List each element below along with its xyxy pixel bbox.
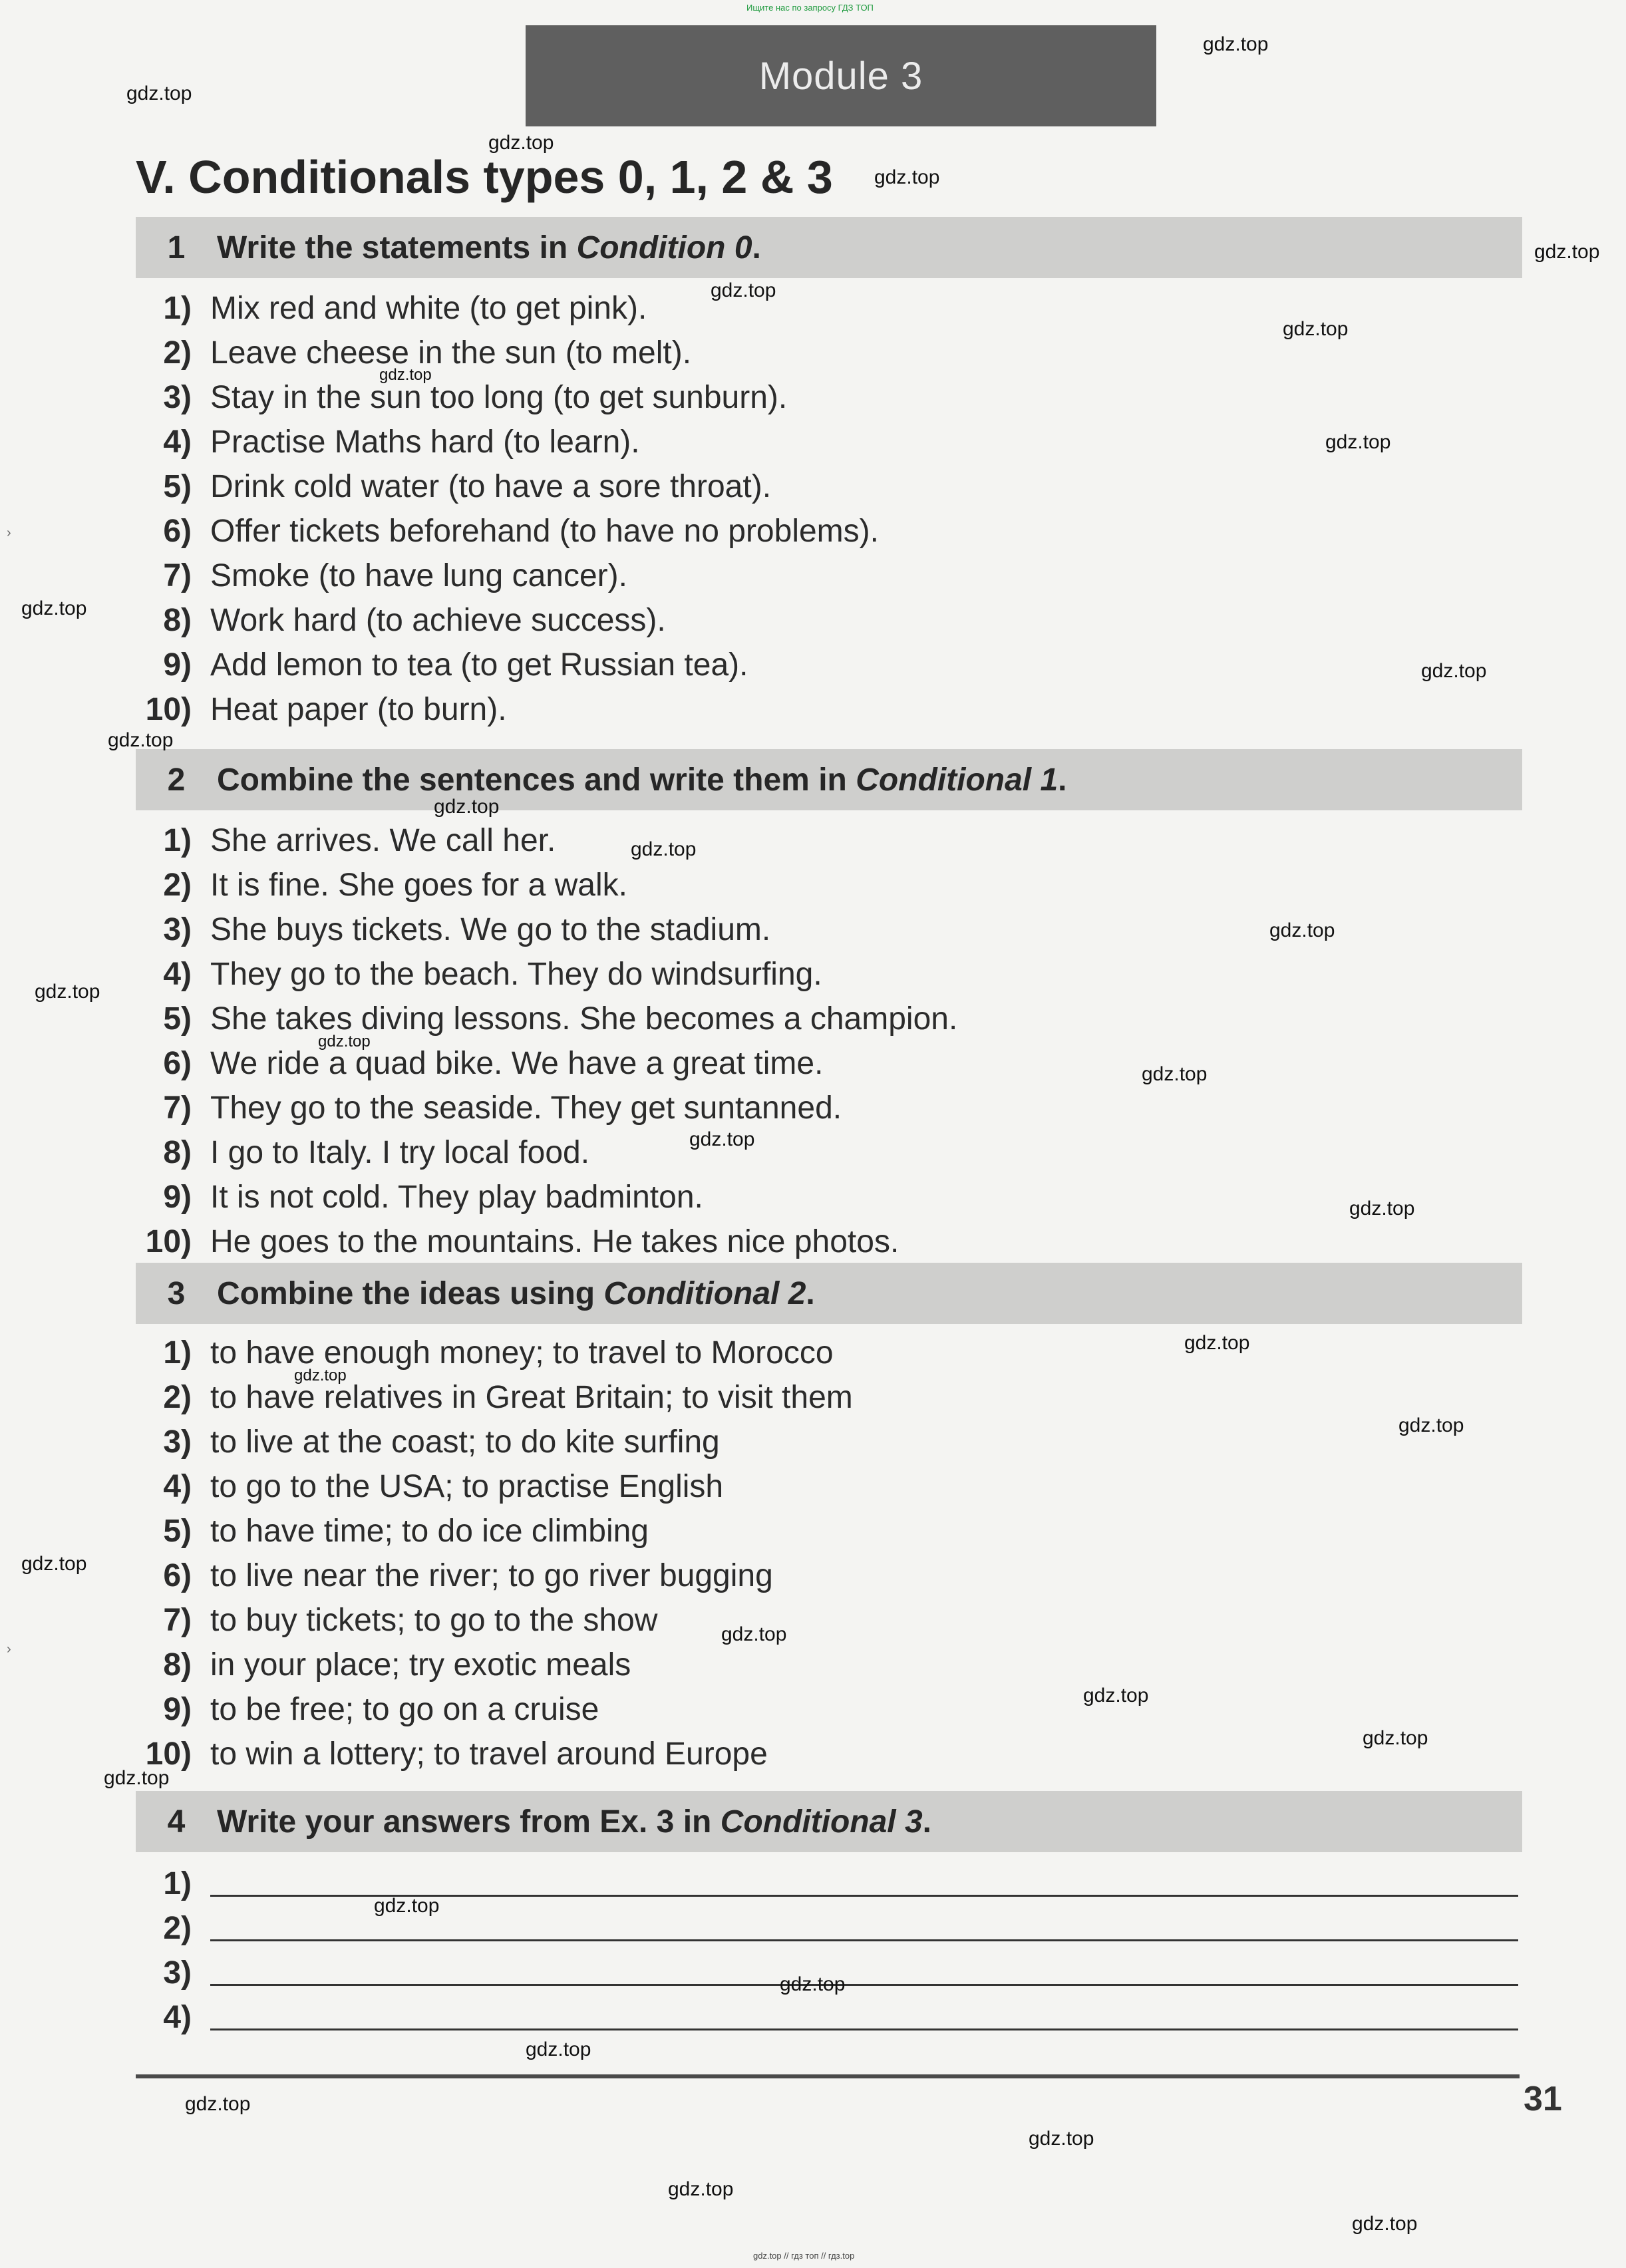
answer-line-row: 4)	[136, 1995, 1518, 2040]
list-item: 7) Smoke (to have lung cancer).	[163, 558, 627, 593]
exercise-number: 2	[167, 762, 186, 798]
watermark: gdz.top	[721, 1623, 787, 1645]
watermark: gdz.top	[1363, 1727, 1428, 1749]
page-number: 31	[1524, 2080, 1562, 2118]
list-item: 3) She buys tickets. We go to the stadium.	[163, 912, 771, 947]
answer-line[interactable]	[210, 1915, 1518, 1941]
watermark: gdz.top	[631, 838, 697, 860]
watermark: gdz.top	[1142, 1063, 1208, 1085]
list-item: 1) to have enough money; to travel to Morocco	[163, 1335, 834, 1371]
watermark: gdz.top	[1349, 1198, 1415, 1219]
watermark: gdz.top	[689, 1128, 755, 1150]
watermark: gdz.top	[1029, 2128, 1094, 2150]
list-item: 4) Practise Maths hard (to learn).	[163, 424, 640, 460]
watermark: gdz.top	[318, 1033, 371, 1051]
exercise-4-header	[136, 1791, 1522, 1852]
exercise-instruction: Write your answers from Ex. 3 in Conditional 3.	[217, 1804, 932, 1840]
list-item: 8) I go to Italy. I try local food.	[163, 1135, 590, 1170]
watermark: gdz.top	[1203, 33, 1269, 55]
binding-mark: ›	[7, 526, 11, 540]
list-item: 6) We ride a quad bike. We have a great time.	[163, 1046, 824, 1081]
list-item: 10) to win a lottery; to travel around Europe	[145, 1736, 768, 1772]
watermark: gdz.top	[21, 597, 87, 619]
watermark: gdz.top	[104, 1767, 170, 1789]
list-item: 8) in your place; try exotic meals	[163, 1647, 631, 1683]
exercise-number: 1	[167, 230, 186, 265]
watermark: gdz.top	[526, 2038, 591, 2060]
watermark: gdz.top	[379, 366, 432, 384]
exercise-number: 3	[167, 1275, 186, 1311]
watermark: gdz.top	[1325, 431, 1391, 453]
answer-line[interactable]	[210, 2005, 1518, 2030]
answer-line-row: 3)	[136, 1951, 1518, 1995]
bottom-note: gdz.top // гдз топ // гдз.top	[753, 2251, 855, 2261]
binding-mark: ›	[7, 1642, 11, 1657]
watermark: gdz.top	[1269, 919, 1335, 941]
list-item: 4) They go to the beach. They do windsurfing.	[163, 957, 822, 992]
list-item: 6) Offer tickets beforehand (to have no problems).	[163, 514, 879, 549]
list-item: 5) Drink cold water (to have a sore throat).	[163, 469, 772, 504]
list-item: 1) Mix red and white (to get pink).	[163, 291, 647, 326]
answer-line-row: 2)	[136, 1906, 1518, 1951]
answer-line[interactable]	[210, 1871, 1518, 1897]
list-item: 9) to be free; to go on a cruise	[163, 1692, 599, 1727]
exercise-instruction: Combine the ideas using Conditional 2.	[217, 1275, 815, 1311]
watermark: gdz.top	[1398, 1414, 1464, 1436]
list-item: 10) He goes to the mountains. He takes nice photos.	[145, 1224, 899, 1259]
module-banner	[526, 25, 1156, 126]
footer-rule	[136, 2074, 1520, 2078]
list-item: 2) to have relatives in Great Britain; to visit them	[163, 1380, 853, 1415]
exercise-1-header	[136, 217, 1522, 278]
watermark: gdz.top	[108, 729, 174, 751]
section-title: V. Conditionals types 0, 1, 2 & 3	[136, 151, 833, 203]
watermark: gdz.top	[1083, 1685, 1149, 1706]
list-item: 3) Stay in the sun too long (to get sunburn).	[163, 380, 788, 415]
watermark: gdz.top	[434, 796, 500, 818]
watermark: gdz.top	[185, 2093, 251, 2115]
list-item: 6) to live near the river; to go river bugging	[163, 1558, 773, 1593]
list-item: 1) She arrives. We call her.	[163, 823, 556, 858]
exercise-3-items	[136, 1331, 1134, 1776]
watermark: gdz.top	[1184, 1332, 1250, 1354]
module-title: Module 3	[758, 54, 923, 98]
watermark: gdz.top	[126, 82, 192, 104]
exercise-2-items	[136, 818, 1134, 1264]
watermark: gdz.top	[294, 1367, 347, 1384]
list-item: 3) to live at the coast; to do kite surfing	[163, 1424, 720, 1460]
answer-line[interactable]	[210, 1960, 1518, 1986]
list-item: 2) It is fine. She goes for a walk.	[163, 868, 627, 903]
watermark: gdz.top	[711, 279, 776, 301]
list-item: 4) to go to the USA; to practise English	[163, 1469, 724, 1504]
exercise-3-header	[136, 1263, 1522, 1324]
watermark: gdz.top	[1534, 241, 1600, 263]
watermark: gdz.top	[668, 2178, 734, 2200]
watermark: gdz.top	[780, 1973, 846, 1995]
watermark: gdz.top	[1283, 318, 1349, 340]
top-note: Ищите нас по запросу ГДЗ ТОП	[746, 3, 874, 13]
list-item: 7) They go to the seaside. They get suntanned.	[163, 1090, 842, 1126]
list-item: 5) to have time; to do ice climbing	[163, 1514, 649, 1549]
watermark: gdz.top	[1352, 2213, 1418, 2235]
watermark: gdz.top	[1421, 660, 1487, 682]
watermark: gdz.top	[874, 166, 940, 188]
exercise-4-answer-lines	[136, 1862, 1518, 2040]
list-item: 7) to buy tickets; to go to the show	[163, 1603, 658, 1638]
exercise-number: 4	[167, 1804, 186, 1840]
list-item: 9) It is not cold. They play badminton.	[163, 1180, 703, 1215]
watermark: gdz.top	[35, 981, 100, 1003]
list-item: 5) She takes diving lessons. She becomes a champion.	[163, 1001, 958, 1037]
exercise-instruction: Write the statements in Condition 0.	[217, 230, 761, 265]
watermark: gdz.top	[374, 1895, 440, 1917]
exercise-instruction: Combine the sentences and write them in Conditional 1.	[217, 762, 1067, 798]
answer-line-row: 1)	[136, 1862, 1518, 1906]
list-item: 10) Heat paper (to burn).	[145, 692, 507, 727]
exercise-2-header	[136, 749, 1522, 810]
watermark: gdz.top	[488, 132, 554, 154]
list-item: 8) Work hard (to achieve success).	[163, 603, 666, 638]
watermark: gdz.top	[21, 1553, 87, 1575]
list-item: 9) Add lemon to tea (to get Russian tea).	[163, 647, 748, 683]
exercise-1-items	[136, 286, 1134, 732]
list-item: 2) Leave cheese in the sun (to melt).	[163, 335, 692, 371]
